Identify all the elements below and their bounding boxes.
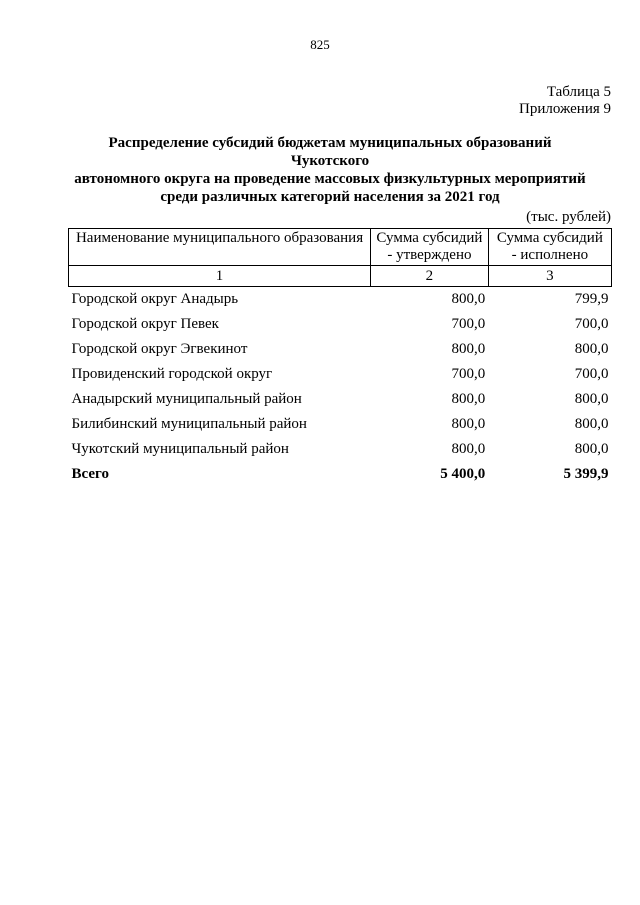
row-executed: 800,0 — [574, 441, 609, 457]
row-executed: 800,0 — [574, 341, 609, 357]
header-executed — [488, 229, 611, 266]
row-approved: 800,0 — [451, 441, 486, 457]
table-reference — [519, 84, 611, 118]
table-row — [69, 287, 612, 313]
header-approved — [371, 229, 489, 266]
header-row — [69, 229, 612, 266]
table-row — [69, 387, 612, 412]
document-title — [70, 134, 590, 206]
row-name: Городской округ Анадырь — [71, 291, 239, 307]
total-approved: 5 400,0 — [440, 466, 486, 482]
page-number: 825 — [310, 37, 330, 52]
header-executed-line-1: Сумма субсидий — [496, 230, 603, 246]
row-approved: 700,0 — [451, 366, 486, 382]
row-name: Билибинский муниципальный район — [71, 416, 307, 432]
column-number-2: 2 — [371, 266, 489, 287]
row-approved: 800,0 — [451, 341, 486, 357]
table-row — [69, 412, 612, 437]
total-row — [69, 462, 612, 487]
row-executed: 700,0 — [574, 316, 609, 332]
row-name: Городской округ Эгвекинот — [71, 341, 248, 357]
appendix-number: Приложения 9 — [519, 101, 611, 117]
row-name: Провиденский городской округ — [71, 366, 273, 382]
table-row — [69, 362, 612, 387]
title-line-3: среди различных категорий населения за 2021 год — [160, 189, 500, 205]
table-row — [69, 337, 612, 362]
header-executed-line-2: - исполнено — [511, 247, 589, 263]
row-executed: 800,0 — [574, 391, 609, 407]
header-approved-line-2: - утверждено — [387, 247, 472, 263]
table-number: Таблица 5 — [546, 84, 611, 100]
total-label: Всего — [71, 466, 109, 482]
table-row — [69, 437, 612, 462]
row-name: Анадырский муниципальный район — [71, 391, 302, 407]
row-executed: 700,0 — [574, 366, 609, 382]
row-executed: 799,9 — [574, 291, 609, 307]
title-line-1: Распределение субсидий бюджетам муниципальных образований Чукотского — [108, 135, 552, 169]
column-number-1: 1 — [69, 266, 371, 287]
header-approved-line-1: Сумма субсидий — [376, 230, 483, 246]
units-label: (тыс. рублей) — [526, 209, 611, 225]
row-executed: 800,0 — [574, 416, 609, 432]
column-number-3: 3 — [488, 266, 611, 287]
row-approved: 800,0 — [451, 291, 486, 307]
row-approved: 800,0 — [451, 391, 486, 407]
header-name — [69, 229, 371, 266]
row-approved: 800,0 — [451, 416, 486, 432]
column-number-row — [69, 266, 612, 287]
total-executed: 5 399,9 — [563, 466, 609, 482]
table-row — [69, 312, 612, 337]
row-name: Чукотский муниципальный район — [71, 441, 289, 457]
row-name: Городской округ Певек — [71, 316, 219, 332]
header-name-label: Наименование муниципального образования — [75, 230, 364, 246]
subsidy-table — [68, 228, 612, 487]
row-approved: 700,0 — [451, 316, 486, 332]
title-line-2: автономного округа на проведение массовых физкультурных мероприятий — [74, 171, 586, 187]
